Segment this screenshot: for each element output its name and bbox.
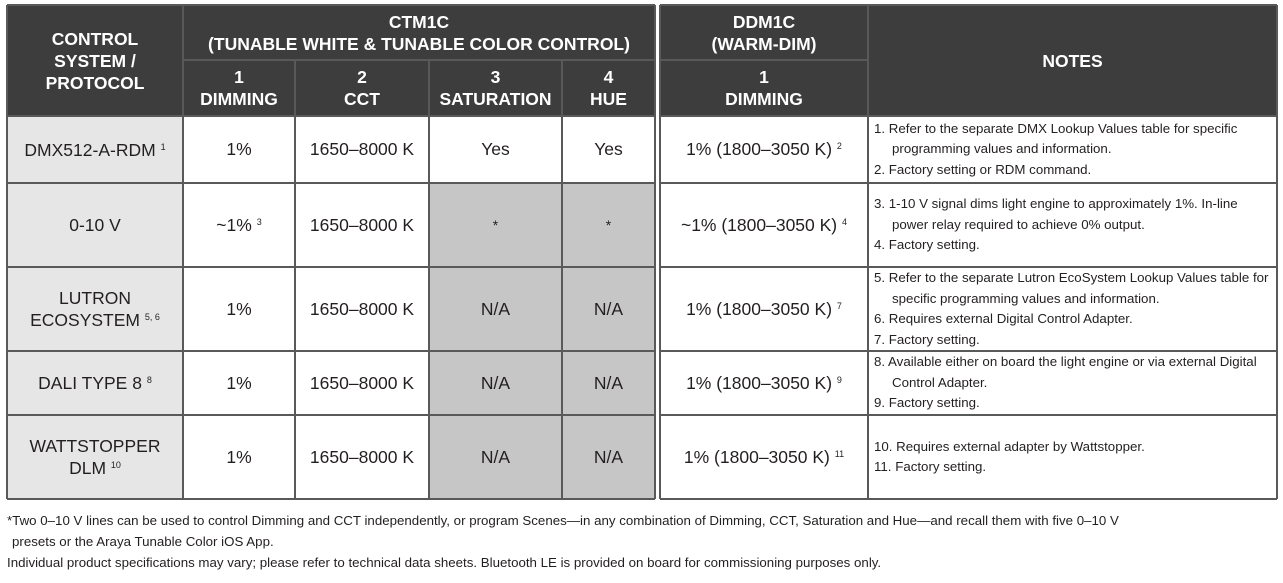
ddm-dimming-cell bbox=[660, 116, 868, 183]
grid-line bbox=[7, 115, 655, 117]
dimming-cell bbox=[183, 116, 295, 183]
protocol-cell bbox=[7, 116, 183, 183]
dimming-value: 1% bbox=[226, 372, 252, 393]
ddm-dimming-footnote-ref: 2 bbox=[836, 141, 842, 151]
hue-cell bbox=[562, 351, 655, 415]
hue-value: Yes bbox=[594, 139, 623, 159]
dimming-cell bbox=[183, 183, 295, 267]
protocol-footnote-ref: 8 bbox=[146, 375, 152, 385]
grid-line bbox=[6, 5, 8, 499]
saturation-cell bbox=[429, 351, 562, 415]
header-control-system bbox=[7, 5, 183, 116]
ddm-dimming-footnote-ref: 9 bbox=[836, 374, 842, 385]
grid-line bbox=[428, 60, 430, 499]
dimming-value: 1% bbox=[226, 446, 252, 467]
protocol-name: ECOSYSTEM bbox=[30, 310, 140, 330]
header-col-number: 2 bbox=[357, 67, 367, 87]
ddm-dimming-value: 1% (1800–3050 K) bbox=[686, 372, 833, 393]
dimming-cell bbox=[183, 415, 295, 499]
note-item: 4. Factory setting. bbox=[874, 237, 980, 253]
ddm-dimming-value-line bbox=[684, 447, 844, 468]
protocol-name: DMX512-A-RDM bbox=[24, 139, 156, 160]
notes-cell bbox=[868, 415, 1277, 499]
ddm-dimming-footnote-ref: 11 bbox=[834, 448, 845, 459]
hue-cell bbox=[562, 116, 655, 183]
grid-line bbox=[7, 266, 655, 268]
ddm-dimming-value: ~1% (1800–3050 K) bbox=[680, 214, 838, 235]
footnote-line-3: Individual product specifications may vary; please refer to technical data sheets. Bluetooth LE is provided on board for commissioning purposes only. bbox=[7, 555, 882, 570]
hue-value: N/A bbox=[593, 372, 624, 393]
saturation-value: N/A bbox=[480, 298, 511, 319]
protocol-name: WATTSTOPPER bbox=[29, 436, 161, 456]
dimming-cell bbox=[183, 351, 295, 415]
note-item: 5. Refer to the separate Lutron EcoSystem Lookup Values table for specific programming values and information. bbox=[874, 270, 1269, 306]
grid-line bbox=[7, 350, 655, 352]
ddm-dimming-value-line bbox=[681, 215, 847, 236]
grid-line bbox=[660, 182, 1277, 184]
ddm-dimming-value: 1% (1800–3050 K) bbox=[686, 298, 833, 319]
ddm-dimming-value-line bbox=[686, 373, 842, 394]
protocol-name: 0-10 V bbox=[69, 215, 121, 235]
cct-value: 1650–8000 K bbox=[309, 298, 415, 319]
grid-line bbox=[660, 115, 1277, 117]
hue-value: N/A bbox=[593, 446, 624, 467]
grid-line bbox=[660, 59, 868, 61]
ddm-dimming-cell bbox=[660, 415, 868, 499]
dimming-footnote-ref: 3 bbox=[256, 216, 262, 227]
header-control-system-line: PROTOCOL bbox=[45, 72, 145, 93]
footnote-asterisk bbox=[7, 510, 1119, 573]
dimming-value: 1% bbox=[226, 298, 252, 319]
header-col-cct bbox=[295, 60, 429, 116]
dimming-value-line bbox=[226, 373, 251, 394]
note-item: 8. Available either on board the light engine or via external Digital Control Adapter. bbox=[874, 354, 1257, 390]
ddm-dimming-cell bbox=[660, 351, 868, 415]
cct-cell bbox=[295, 183, 429, 267]
dimming-value: ~1% bbox=[216, 214, 252, 235]
protocol-name-line bbox=[69, 457, 121, 479]
grid-line bbox=[561, 60, 563, 499]
footnote-line-1: *Two 0–10 V lines can be used to control Dimming and CCT independently, or program Scenes—in any combination of Dimming, CCT, Saturation and Hue—and recall them with five 0–10 V bbox=[7, 513, 1119, 528]
cct-value: 1650–8000 K bbox=[309, 214, 415, 235]
notes-cell bbox=[868, 351, 1277, 415]
cct-cell bbox=[295, 116, 429, 183]
protocol-cell bbox=[7, 267, 183, 351]
saturation-cell bbox=[429, 116, 562, 183]
footnote-line-2: presets or the Araya Tunable Color iOS App. bbox=[12, 534, 274, 549]
grid-line bbox=[660, 266, 1277, 268]
header-control-system-line: CONTROL bbox=[51, 28, 139, 49]
hue-cell bbox=[562, 415, 655, 499]
hue-value: * bbox=[605, 217, 612, 233]
header-col-number: 1 bbox=[234, 67, 244, 87]
note-item: 2. Factory setting or RDM command. bbox=[874, 161, 1092, 177]
header-col-ddm-dimming bbox=[660, 60, 868, 116]
protocol-footnote-ref: 1 bbox=[160, 141, 166, 152]
saturation-value: N/A bbox=[480, 446, 511, 467]
protocol-name: DLM bbox=[69, 458, 107, 478]
header-notes bbox=[868, 5, 1277, 116]
grid-line bbox=[659, 5, 661, 499]
cct-value: 1650–8000 K bbox=[309, 446, 415, 467]
header-col-saturation bbox=[429, 60, 562, 116]
dimming-value-line bbox=[216, 215, 261, 236]
ddm-dimming-value: 1% (1800–3050 K) bbox=[683, 446, 830, 467]
protocol-cell bbox=[7, 415, 183, 499]
header-col-hue bbox=[562, 60, 655, 116]
header-col-label: DIMMING bbox=[725, 89, 803, 109]
hue-cell bbox=[562, 183, 655, 267]
ddm-dimming-value-line bbox=[686, 299, 842, 320]
header-col-label: HUE bbox=[590, 89, 627, 109]
ddm-dimming-footnote-ref: 4 bbox=[842, 216, 848, 227]
header-col-number: 3 bbox=[490, 67, 501, 87]
ddm-dimming-cell bbox=[660, 267, 868, 351]
saturation-value: N/A bbox=[480, 372, 511, 393]
protocol-name-line bbox=[38, 372, 152, 394]
saturation-value: Yes bbox=[481, 139, 510, 159]
grid-line bbox=[654, 5, 656, 499]
header-ddm1c-title: DDM1C bbox=[732, 11, 796, 32]
ddm-dimming-footnote-ref: 7 bbox=[836, 300, 842, 311]
header-ddm1c-subtitle: (WARM-DIM) bbox=[711, 33, 817, 54]
ddm-dimming-cell bbox=[660, 183, 868, 267]
grid-line bbox=[7, 498, 655, 500]
protocol-name: DALI TYPE 8 bbox=[38, 373, 142, 393]
grid-line bbox=[660, 498, 1277, 500]
header-col-label: SATURATION bbox=[439, 89, 552, 109]
grid-line bbox=[660, 350, 1277, 352]
dimming-value-line bbox=[226, 139, 251, 160]
header-col-number: 1 bbox=[759, 67, 769, 87]
ddm-dimming-value: 1% (1800–3050 K) bbox=[686, 139, 833, 159]
dimming-value-line bbox=[226, 299, 251, 320]
header-control-system-line: SYSTEM / bbox=[54, 50, 136, 71]
grid-line bbox=[660, 414, 1277, 416]
ddm-dimming-value-line bbox=[686, 139, 842, 160]
header-ddm1c bbox=[660, 5, 868, 60]
cct-cell bbox=[295, 267, 429, 351]
cct-cell bbox=[295, 415, 429, 499]
saturation-cell bbox=[429, 415, 562, 499]
protocol-footnote-ref: 10 bbox=[110, 460, 121, 470]
dimming-cell bbox=[183, 267, 295, 351]
dimming-value-line bbox=[226, 447, 251, 468]
grid-line bbox=[660, 4, 1277, 6]
header-ctm1c-subtitle: (TUNABLE WHITE & TUNABLE COLOR CONTROL) bbox=[208, 33, 630, 54]
saturation-value: * bbox=[492, 217, 499, 233]
note-item: 9. Factory setting. bbox=[874, 395, 980, 411]
hue-cell bbox=[562, 267, 655, 351]
note-item: 3. 1-10 V signal dims light engine to approximately 1%. In-line power relay required to achieve 0% output. bbox=[874, 196, 1238, 232]
header-col-dimming bbox=[183, 60, 295, 116]
grid-line bbox=[1276, 5, 1278, 499]
saturation-cell bbox=[429, 183, 562, 267]
header-ctm1c bbox=[183, 5, 655, 60]
hue-value: N/A bbox=[593, 298, 624, 319]
cct-value: 1650–8000 K bbox=[309, 372, 415, 393]
dimming-value: 1% bbox=[226, 139, 252, 159]
header-col-label: DIMMING bbox=[200, 89, 278, 109]
protocol-name-line bbox=[24, 139, 165, 161]
grid-line bbox=[7, 414, 655, 416]
note-item: 6. Requires external Digital Control Adapter. bbox=[874, 311, 1133, 326]
header-notes-label: NOTES bbox=[1042, 50, 1103, 71]
header-col-label: CCT bbox=[344, 89, 380, 109]
header-col-number: 4 bbox=[603, 67, 614, 87]
protocol-cell bbox=[7, 351, 183, 415]
protocol-cell bbox=[7, 183, 183, 267]
grid-line bbox=[7, 182, 655, 184]
protocol-name: LUTRON bbox=[59, 288, 131, 308]
grid-line bbox=[182, 5, 184, 499]
grid-line bbox=[7, 4, 655, 6]
protocol-footnote-ref: 5, 6 bbox=[144, 312, 160, 322]
grid-line bbox=[183, 59, 655, 61]
note-item: 11. Factory setting. bbox=[874, 459, 987, 474]
grid-line bbox=[294, 60, 296, 499]
note-item: 1. Refer to the separate DMX Lookup Values table for specific programming values and information. bbox=[874, 120, 1238, 157]
notes-cell bbox=[868, 116, 1277, 183]
notes-cell bbox=[868, 267, 1277, 351]
note-item: 10. Requires external adapter by Wattstopper. bbox=[874, 438, 1145, 454]
note-item: 7. Factory setting. bbox=[874, 331, 980, 347]
cct-cell bbox=[295, 351, 429, 415]
notes-cell bbox=[868, 183, 1277, 267]
cct-value: 1650–8000 K bbox=[309, 139, 415, 159]
saturation-cell bbox=[429, 267, 562, 351]
protocol-name-line bbox=[30, 309, 160, 331]
header-ctm1c-title: CTM1C bbox=[388, 11, 450, 32]
grid-line bbox=[867, 5, 869, 499]
